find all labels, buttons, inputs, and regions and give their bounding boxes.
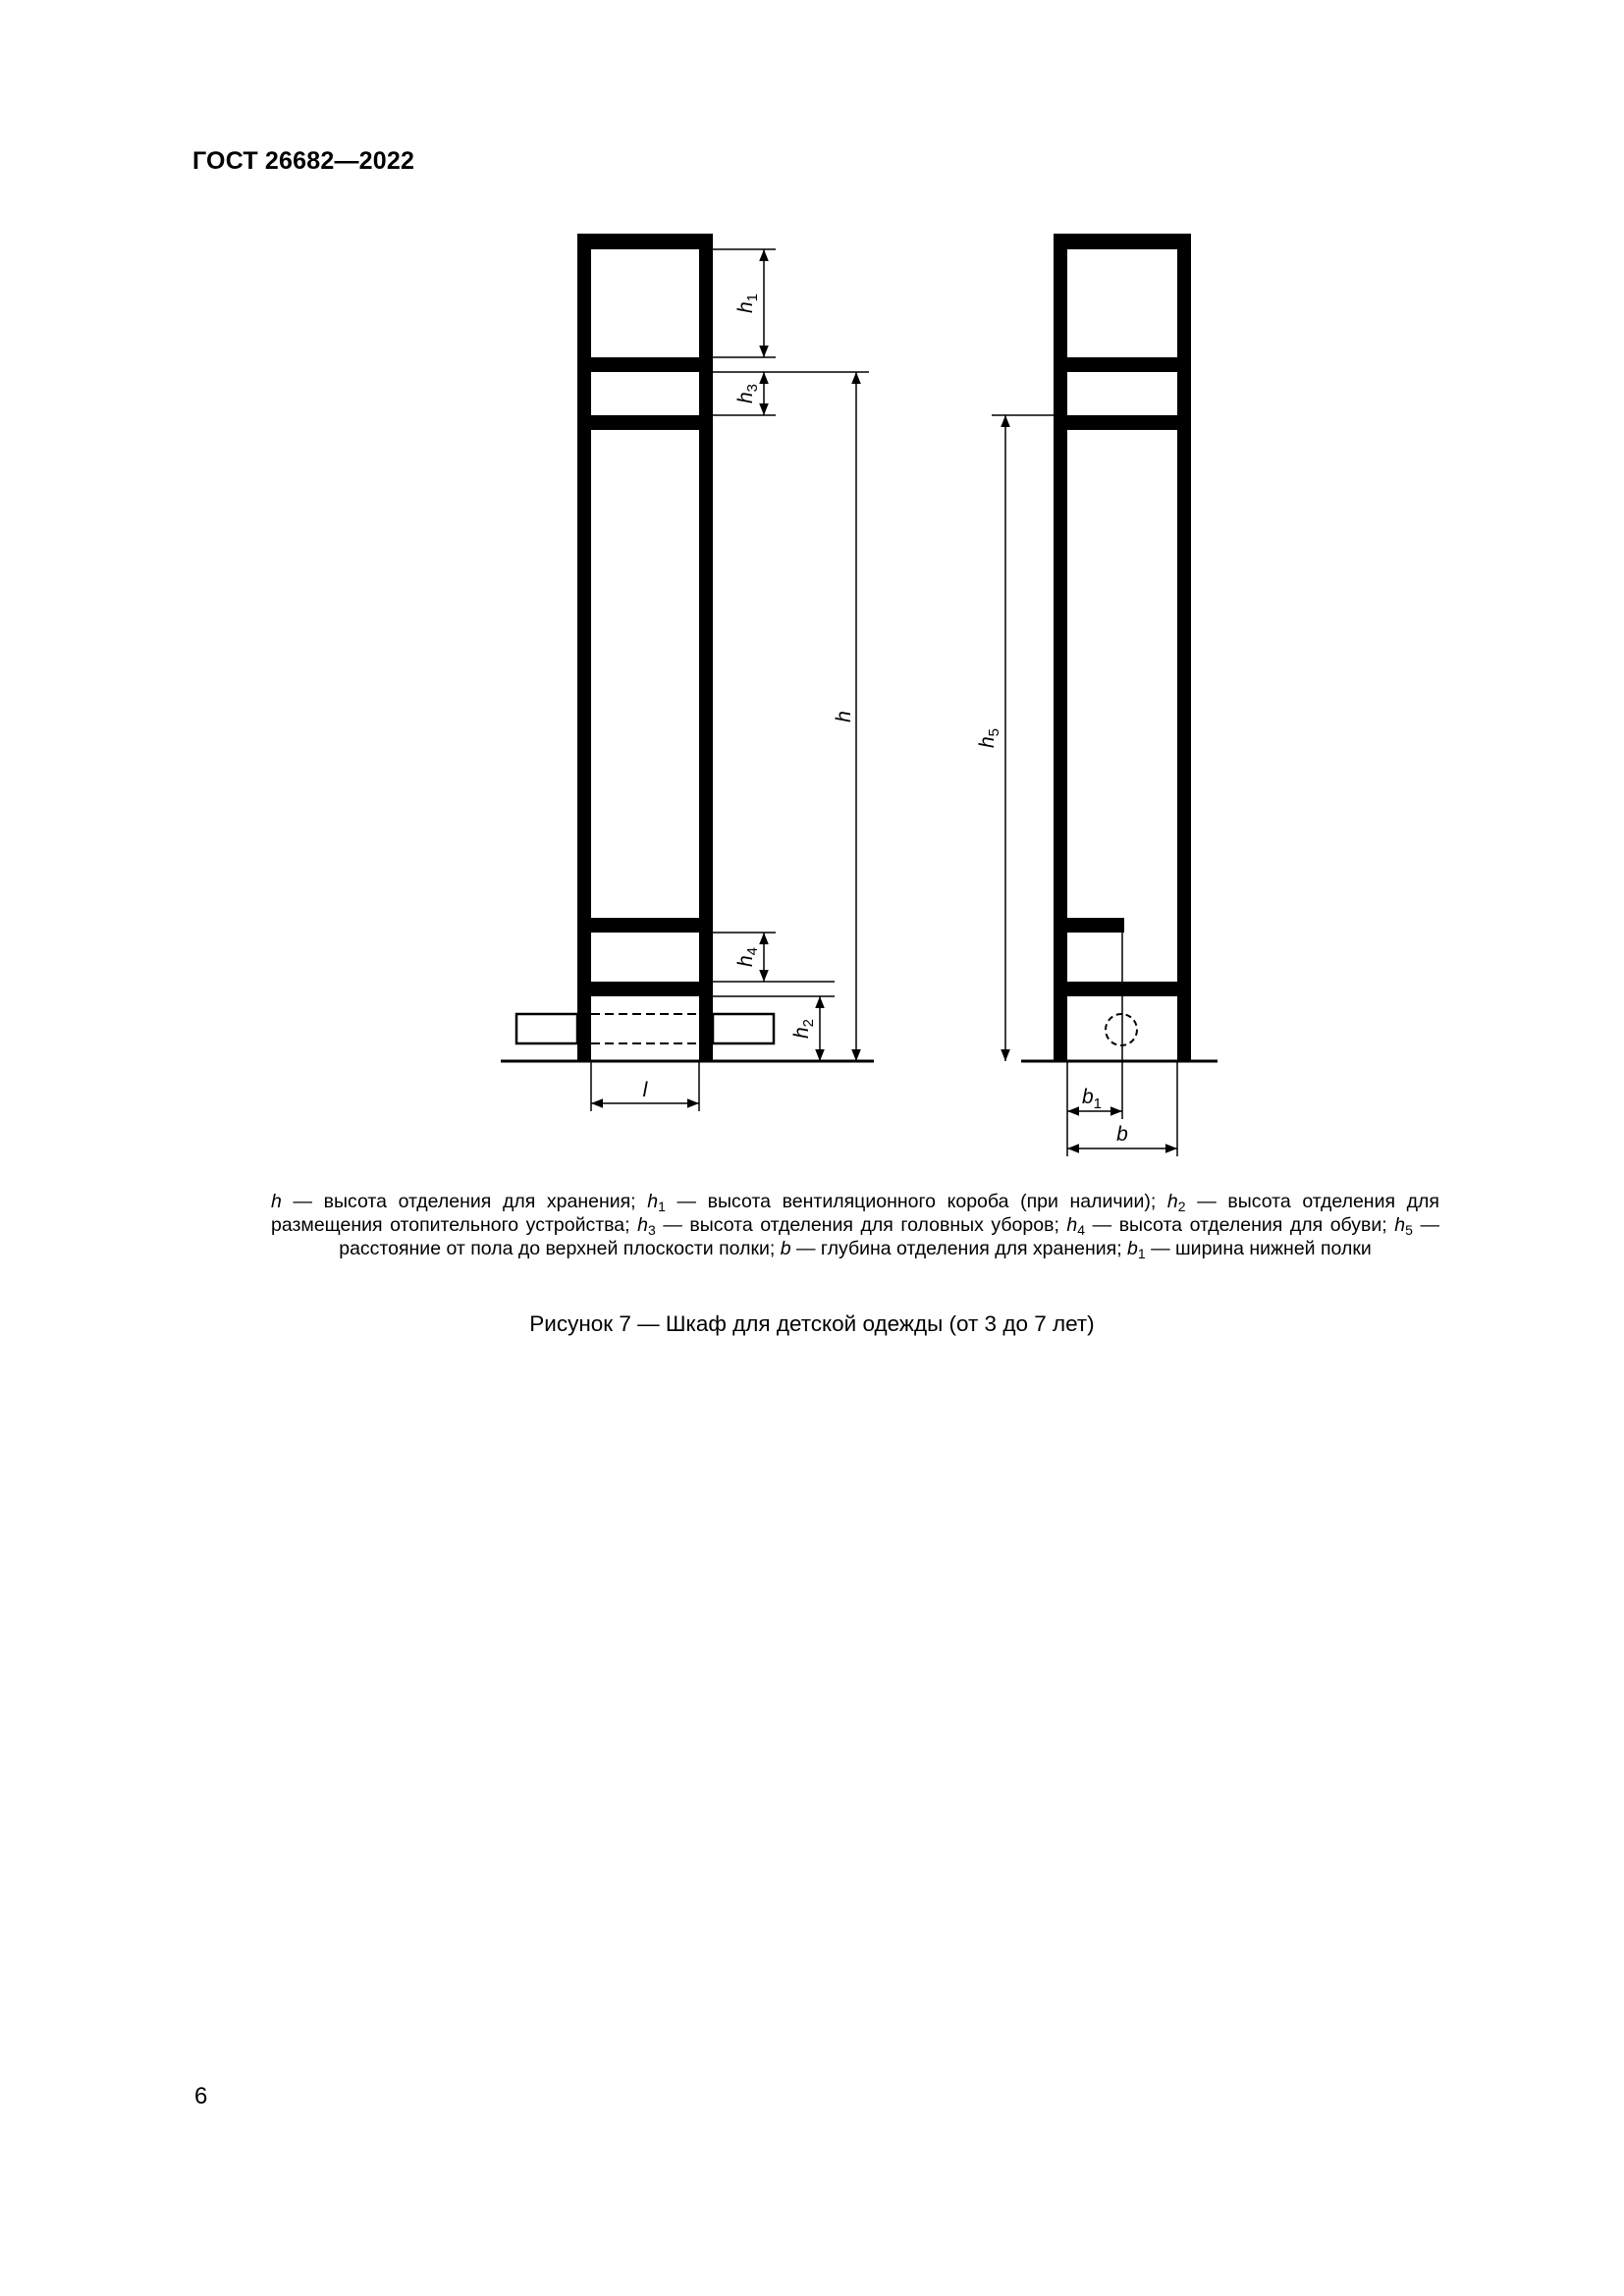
heater-right-part: [713, 1014, 774, 1043]
figure-legend: h — высота отделения для хранения; $h_1$ — высота вентиляционного короба (при наличии); $h_2$ — высота отделения для размещения отопительного устройства; $h_3$ — высота отделения для головных уборов; $h_4$ — высота отделения для обуви; $h_5$ — расстояние от пола до верхней плоскости полки; b — глубина отделения для хранения; $b_1$ — ширина нижней полки: [271, 1191, 1439, 1261]
label-l: l: [642, 1079, 648, 1101]
heater-left-part: [516, 1014, 577, 1043]
document-header: ГОСТ 26682—2022: [192, 147, 415, 175]
front-view: [501, 234, 874, 1111]
front-shelf-vent: [577, 357, 713, 372]
front-shelf-heater: [577, 982, 713, 996]
page-number: 6: [194, 2083, 208, 2109]
label-b1: $b_1$: [1081, 1086, 1103, 1112]
side-top-panel: [1054, 234, 1191, 249]
label-h1: $h_1$: [734, 293, 761, 314]
label-h5: $h_5$: [976, 727, 1002, 749]
hanger-rod-hidden: [1106, 1014, 1137, 1045]
side-shelf-vent: [1054, 357, 1191, 372]
label-h4: $h_4$: [734, 946, 761, 968]
side-view: [976, 234, 1218, 1156]
label-h: h: [833, 711, 855, 722]
front-shelf-hats: [577, 415, 713, 430]
front-top-panel: [577, 234, 713, 249]
front-shelf-shoes: [577, 918, 713, 933]
label-h2: $h_2$: [790, 1018, 817, 1040]
label-h3: $h_3$: [734, 383, 761, 404]
side-lower-shelf: [1054, 918, 1124, 933]
label-b: b: [1116, 1123, 1128, 1146]
side-extension-lines: [992, 415, 1177, 1156]
side-shelf-hats: [1054, 415, 1191, 430]
figure-caption: Рисунок 7 — Шкаф для детской одежды (от 3 до 7 лет): [529, 1311, 1095, 1336]
